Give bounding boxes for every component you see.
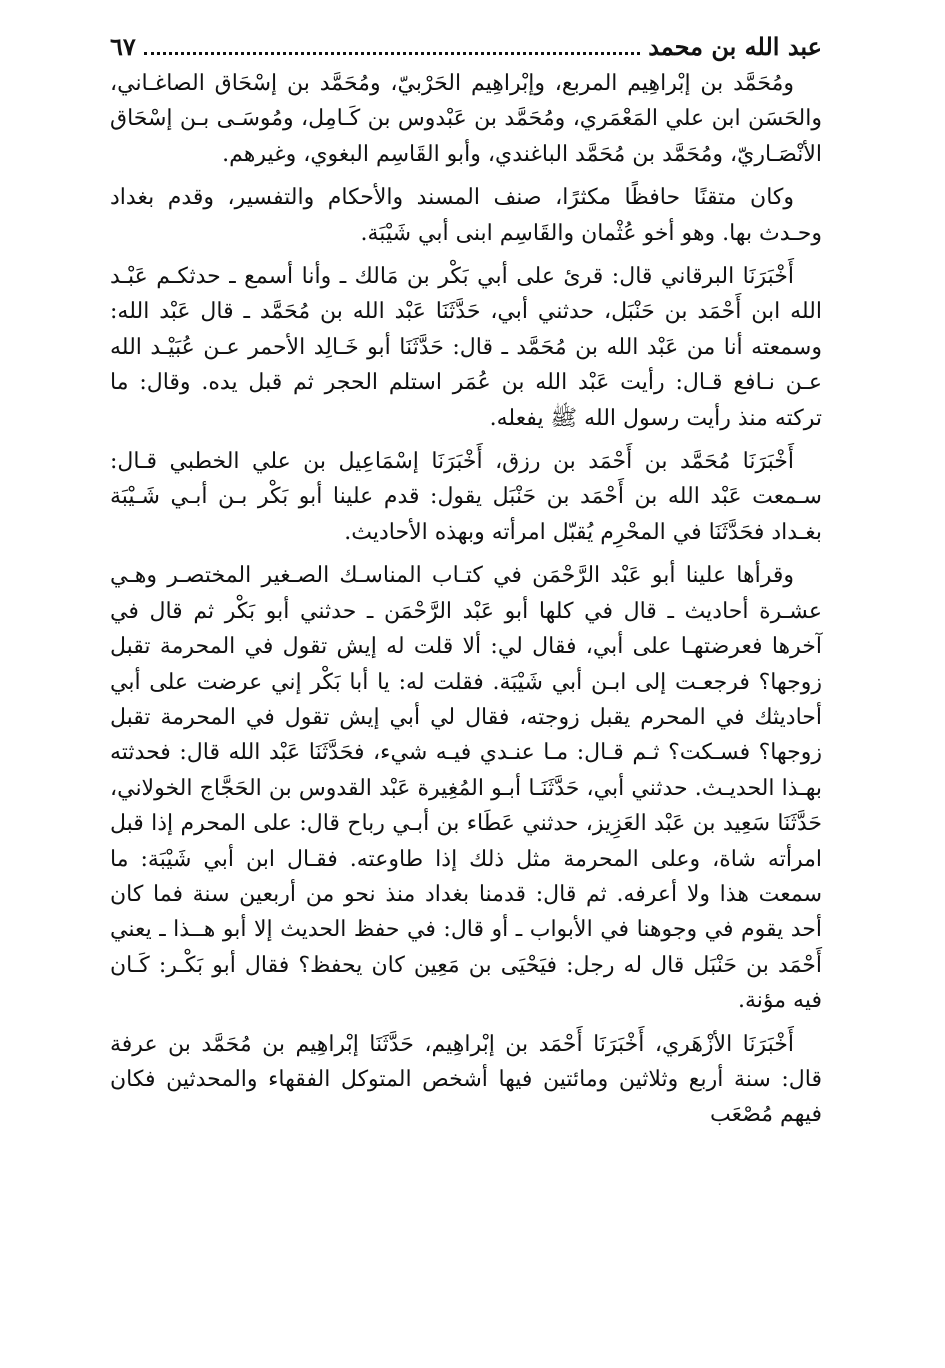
- page-number: ٦٧: [110, 32, 136, 61]
- header-title: عبد الله بن محمد: [648, 32, 822, 61]
- running-header: [110, 26, 822, 66]
- paragraph-description: وكان متقنًا حافظًا مكثرًا، صنف المسند والأحكام والتفسير، وقدم بغداد وحـدث بها. وهو أخو عُثْمان والقَاسِم ابنى أبي شَيْبَة.: [110, 185, 822, 246]
- paragraph-narrators: ومُحَمَّد بن إبْراهِيم المربع، وإبْراهِيم الحَرْبيّ، ومُحَمَّد بن إسْحَاق الصاغـاني، والحَسَن ابن علي المَعْمَري، ومُحَمَّد بن عَبْدوس بن كَـامِل، ومُوسَـى بـن إسْحَاق الأنْصَـاريّ، ومُحَمَّد بن مُحَمَّد الباغندي، وأبو القَاسِم البغوي، وغيرهم.: [110, 71, 822, 167]
- paragraph-hadith-rizq: أَخْبَرَنَا مُحَمَّد بن أَحْمَد بن رزق، أَخْبَرَنَا إسْمَاعِيل بن علي الخطبي قـال: سـمعت عَبْد الله بن أَحْمَد بن حَنْبَل يقول: قدم علينا أبو بَكْر بـن أبـي شَـيْبَة بغـداد فحَدَّثَنَا في المحْرِم يُقبّل امرأته وبهذه الأحاديث.: [110, 449, 822, 545]
- header-dot-leader: [144, 26, 640, 55]
- book-page: [110, 26, 822, 1133]
- paragraph-hadith-barqani: أَخْبَرَنَا البرقاني قال: قرئ على أبي بَكْر بن مَالك ـ وأنا أسمع ـ حدثكـم عَبْـد الله ابن أَحْمَد بن حَنْبَل، حدثني أبي، حَدَّثَنَا عَبْد الله بن مُحَمَّد ـ قال عَبْد الله: وسمعته أنا من عَبْد الله بن مُحَمَّد ـ قال: حَدَّثَنَا أبو خَـالِد الأحمر عـن عُبَيْـد الله عـن نـافع قـال: رأيت عَبْد الله بن عُمَر استلم الحجر ثم قبل يده. وقال: ما تركته منذ رأيت رسول الله ﷺ يفعله.: [110, 264, 822, 431]
- paragraph-manasik: وقرأها علينا أبو عَبْد الرَّحْمَن في كتـاب المناسـك الصـغير المختصـر وهـي عشـرة أحاديث ـ قال في كلها أبو عَبْد الرَّحْمَن ـ حدثني أبو بَكْر ثم قال في آخرها فعرضتهـا على أبي، فقال لي: ألا قلت له إيش تقول في المحرمة تقبل زوجها؟ فرجعـت إلى ابـن أبي شَيْبَة. فقلت له: يا أبا بَكْر إني عرضت على أبي أحاديثك في المحرم يقبل زوجته، فقال لي أبي إيش تقول في المحرمة تقبل زوجها؟ فسـكت؟ ثـم قـال: مـا عنـدي فيـه شيء، فحَدَّثَنَا عَبْد الله قال: فحدثته بهـذا الحديـث. حدثني أبي، حَدَّثَنَـا أبـو المُغِيرة عَبْد القدوس بن الحَجَّاج الخولاني، حَدَّثَنَا سَعِيد بن عَبْد العَزِيز، حدثني عَطَاء بن أبـي رباح قال: على المحرم إذا قبل امرأته شاة، وعلى المحرمة مثل ذلك إذا طاوعته. فقـال ابن أبي شَيْبَة: ما سمعت هذا ولا أعرفه. ثم قال: قدمنا بغداد منذ نحو من أربعين سنة فما كان أحد يقوم في وجوهنا في الأبواب ـ أو قال: في حفظ الحديث إلا أبو هــذا ـ يعني أَحْمَد بن حَنْبَل قال له رجل: فيَحْيَى بن مَعِين كان يحفظ؟ فقال أبو بَكْـر: كَـان فيه مؤنة.: [110, 563, 822, 1014]
- paragraph-azhari: أَخْبَرَنَا الأزْهَري، أَخْبَرَنَا أَحْمَد بن إبْراهِيم، حَدَّثَنَا إبْراهِيم بن مُحَمَّد بن عرفة قال: سنة أربع وثلاثين ومائتين فيها أشخص المتوكل الفقهاء والمحدثين فكان فيهم مُصْعَب: [110, 1031, 822, 1128]
